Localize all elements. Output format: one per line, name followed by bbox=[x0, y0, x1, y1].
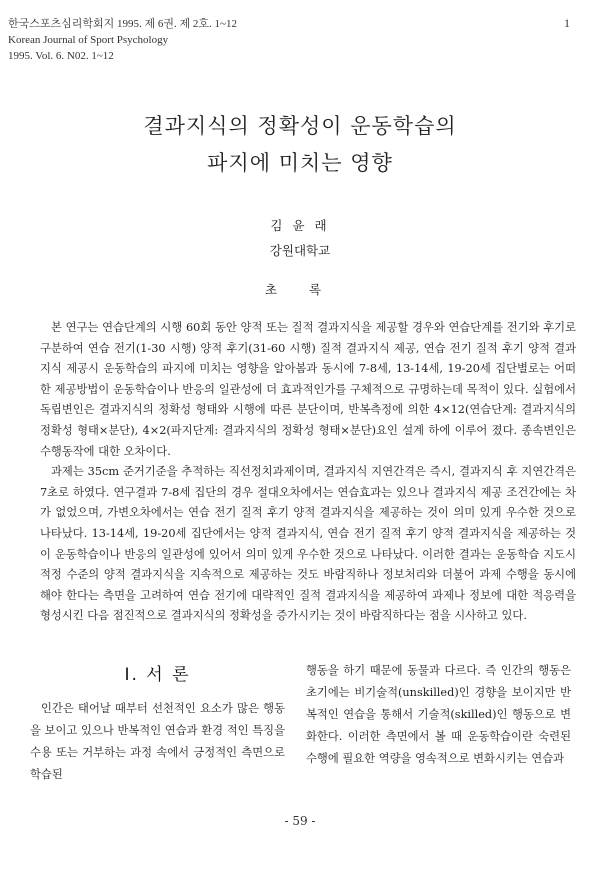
paper-title-line-1: 결과지식의 정확성이 운동학습의 bbox=[143, 114, 457, 138]
journal-header-korean: 한국스포츠심리학회지 1995. 제 6권. 제 2호. 1~12 bbox=[8, 18, 237, 30]
journal-header bbox=[8, 16, 237, 64]
body-column-right bbox=[306, 660, 571, 770]
body-paragraph-left: 인간은 태어날 때부터 선천적인 요소가 많은 행동을 보이고 있으나 반복적인 연습과 환경 적인 특징을 수용 또는 거부하는 과정 속에서 긍정적인 측면으로 학습된 bbox=[30, 702, 285, 781]
page-index: 1 bbox=[564, 16, 570, 30]
paper-title bbox=[0, 108, 600, 182]
abstract-paragraph-1: 본 연구는 연습단계의 시행 60회 동안 양적 또는 질적 결과지식을 제공할 경우와 연습단계를 전기와 후기로 구분하여 연습 전기(1-30 시행) 양적 후기(31-60 시행) 질적 결과지식 제공, 연습 전기 질적 후기 양적 결과지식 제공시 운동학습의 파지에 미치는 영향을 알아봄과 동시에 7-8세, 13-14세, 19-20세 집단별로는 어떠한 제공방법이 운동학습이나 반응의 일관성에 더 효과적인가를 구체적으로 규명하는데 목적이 있다. 실험에서 독립변인은 결과지식의 정확성 형태와 시행에 따른 분단이며, 반복측정에 의한 4×12(연습단계: 결과지식의 정확성 형태×분단), 4×2(파지단계: 결과지식의 정확성 형태×분단)요인 설계 하에 이루어 졌다. 종속변인은 수행동작에 대한 오차이다. bbox=[40, 321, 576, 458]
body-column-left bbox=[30, 652, 285, 786]
page-number: - 59 - bbox=[284, 814, 316, 828]
section-heading-introduction: Ⅰ. 서 론 bbox=[124, 665, 191, 685]
journal-header-english: Korean Journal of Sport Psychology bbox=[8, 34, 169, 46]
abstract-body bbox=[40, 318, 576, 627]
author-block bbox=[0, 213, 600, 263]
journal-header-volume: 1995. Vol. 6. N02. 1~12 bbox=[8, 50, 114, 62]
abstract-heading: 초 록 bbox=[264, 282, 336, 297]
author-affiliation: 강원대학교 bbox=[269, 243, 331, 258]
author-name: 김 윤 래 bbox=[270, 218, 330, 233]
paper-title-line-2: 파지에 미치는 영향 bbox=[207, 151, 393, 175]
body-paragraph-right: 행동을 하기 때문에 동물과 다르다. 즉 인간의 행동은 초기에는 비기술적(unskilled)인 경향을 보이지만 반복적인 연습을 통해서 기술적(skilled)인 행동으로 변화한다. 이러한 측면에서 볼 때 운동학습이란 숙련된 수행에 필요한 역량을 영속적으로 변화시키는 연습과 bbox=[306, 664, 571, 765]
abstract-paragraph-2: 과제는 35cm 준거기준을 추적하는 직선정치과제이며, 결과지식 지연간격은 즉시, 결과지식 후 지연간격은 7초로 하였다. 연구결과 7-8세 집단의 경우 절대오차에서는 연습효과는 있으나 결과지식 제공 조건간에는 차가 없었으며, 가변오차에서는 연습 전기 질적 후기 양적 결과지식을 제공하는 것이 의미 있게 우수한 것으로 나타났다. 13-14세, 19-20세 집단에서는 양적 결과지식, 연습 전기 질적 후기 양적 결과지식을 제공하는 것이 운동학습이나 반응의 일관성에 있어서 의미 있게 우수한 것으로 나타났다. 이러한 결과는 운동학습 지도시 적정 수준의 양적 결과지식을 지속적으로 제공하는 것도 바람직하나 정보처리와 더불어 과제 수행을 동시에 해야 한다는 측면을 고려하여 연습 전기에 대략적인 질적 결과지식을 제공하여 과제나 정보에 대한 적응력을 형성시킨 다음 점진적으로 결과지식의 정확성을 증가시키는 것이 바람직하다는 점을 시사하고 있다. bbox=[40, 465, 576, 623]
